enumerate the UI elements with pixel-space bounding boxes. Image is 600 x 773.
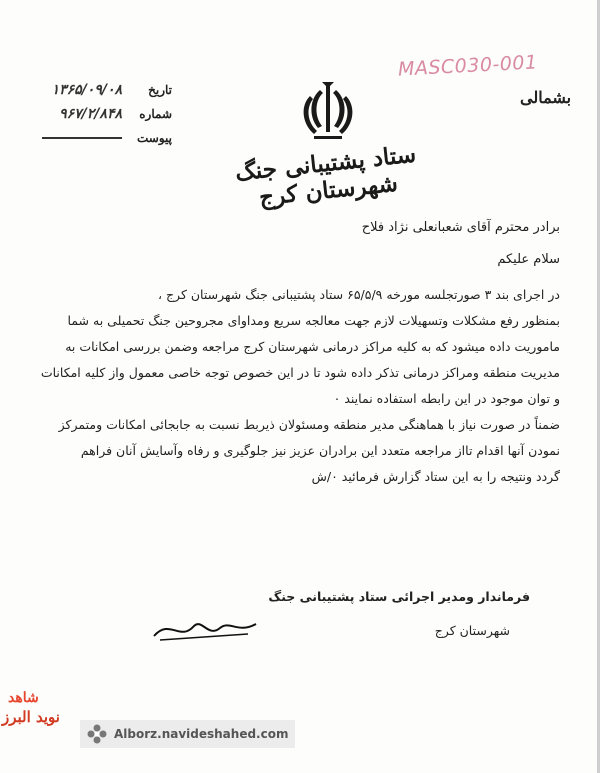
salutation: برادر محترم آقای شعبانعلی نژاد فلاح [361,220,560,235]
number-value: ۹۶۷/۲/۸۴۸ [59,106,122,122]
letter-body [40,218,560,490]
attachment-blank-line [42,137,122,139]
number-label: شماره [139,107,172,121]
handwritten-archive-code: MASC030-001 [397,51,539,81]
iran-emblem-icon [296,80,360,144]
signatory-title: فرماندار ومدیر اجرائی ستاد پشتیبانی جنگ [268,589,530,604]
logo-text-bottom: نوید البرز [2,708,60,726]
logo-text-top: شاهد [8,690,39,706]
number-row [22,102,172,126]
letter-line: نمودن آنها اقدام تااز مراجعه متعدد این برادران عزیز نیز جلوگیری و رفاه وآسایش آنان فراهم [80,443,560,458]
attachment-label: پیوست [137,131,172,145]
handwritten-signature [150,612,260,646]
organization-letterhead: ستاد پشتیبانی جنگ شهرستان کرج [233,140,418,212]
signatory-org: شهرستان کرج [434,623,510,638]
letter-line: در اجرای بند ۳ صورتجلسه مورخه ۶۵/۵/۹ ستاد پشتیبانی جنگ شهرستان کرج ، [157,287,560,302]
date-row [22,78,172,102]
top-invocation: بشمالی [520,88,572,107]
letter-line: بمنظور رفع مشکلات وتسهیلات لازم جهت معالجه سریع ومداوای مجروحین جنگ تحمیلی به شما [67,313,560,328]
flower-icon [86,723,108,745]
signature-block [70,586,530,642]
date-label: تاریخ [148,83,172,97]
letter-line: ماموریت داده میشود که به کلیه مراکز درمانی شهرستان کرج مراجعه وضمن بررسی امکانات به [65,339,560,354]
letter-line: و توان موجود در این رابطه استفاده نمایند ۰ [333,391,560,406]
navideshahed-logo [2,690,76,738]
greeting: سلام علیکم [497,252,560,267]
letter-meta [22,78,172,150]
date-value: ۱۳۶۵/۰۹/۰۸ [51,82,122,98]
letter-line: گردد ونتیجه را به این ستاد گزارش فرمائید ۰/ش [311,469,560,484]
letter-paragraph [40,282,560,490]
website-watermark: Alborz.navideshahed.com [114,727,289,741]
letter-line: ضمناً در صورت نیاز با هماهنگی مدیر منطقه ومسئولان ذیربط نسبت به جابجائی امکانات ومتمرکز [58,417,560,432]
attachment-row [22,126,172,150]
letter-line: مدیریت منطقه ومراکز درمانی تذکر داده شود تا در این خصوص توجه خاصی معمول واز کلیه امکانات [40,365,560,380]
watermark-bar [80,720,295,748]
